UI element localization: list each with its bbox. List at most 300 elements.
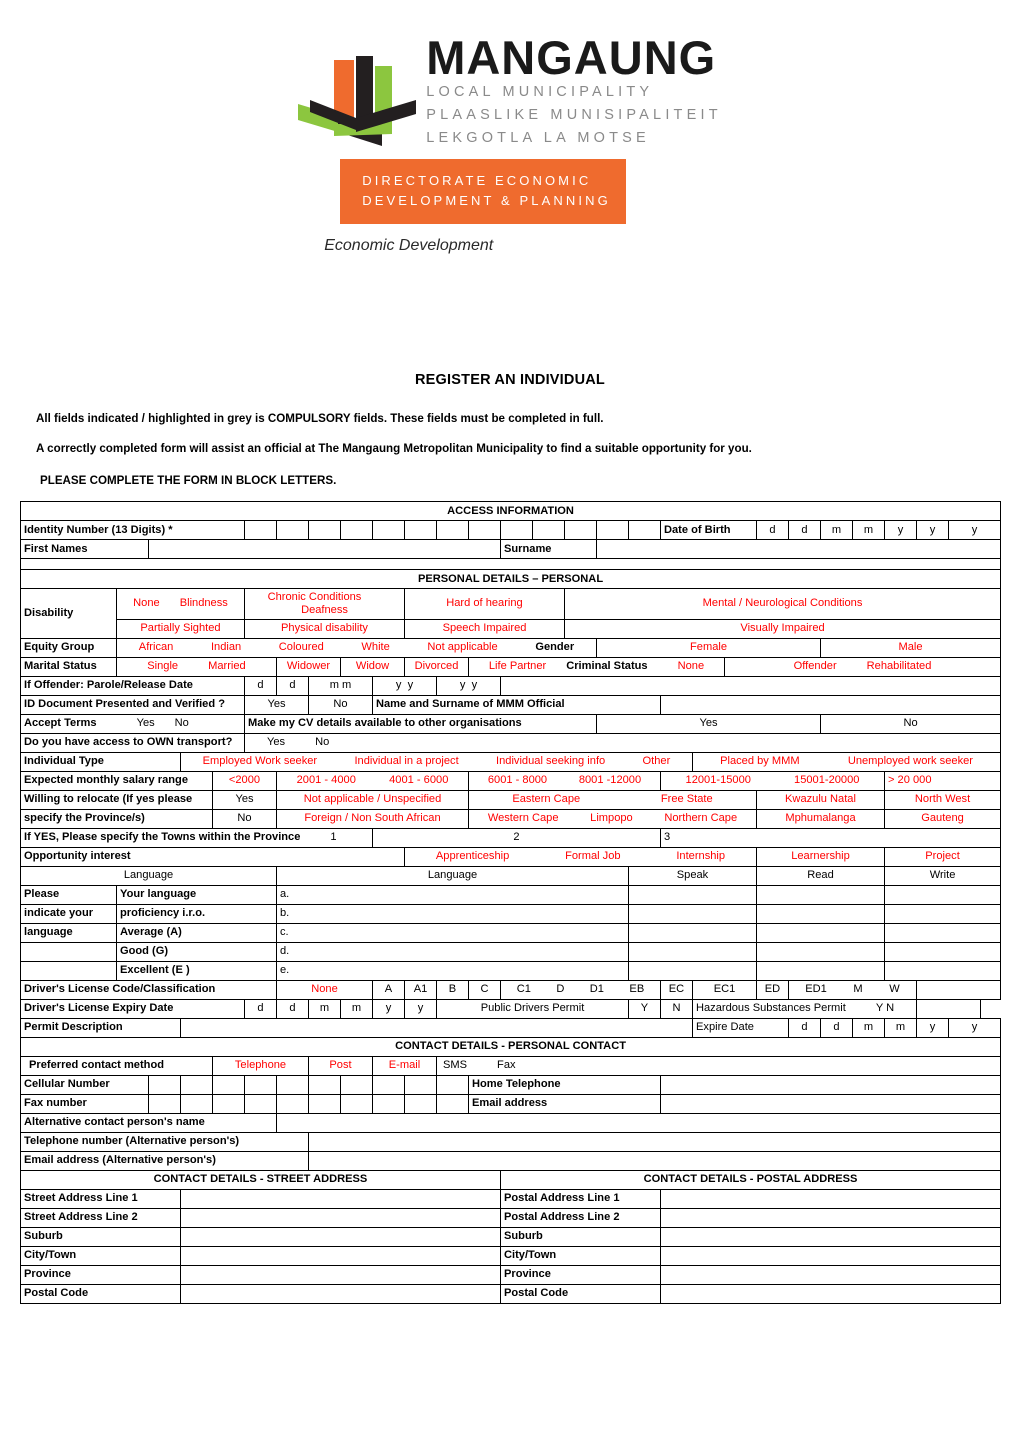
speak-b[interactable] [629,904,757,923]
exp-y2[interactable]: y [949,1018,1001,1037]
lic-exp-d2[interactable]: d [277,999,309,1018]
write-e[interactable] [885,961,1001,980]
section-title-personal: PERSONAL DETAILS – PERSONAL [21,570,1001,589]
cell-box-3[interactable] [213,1075,245,1094]
disability-chronic-deafness[interactable] [245,589,405,620]
first-names-input[interactable] [149,540,501,559]
row-address-6 [21,1284,1001,1303]
fax-box-1[interactable] [149,1094,181,1113]
opt-salary-6001-8000[interactable]: 6001 - 8000 [487,774,548,787]
opt-learnership[interactable]: Learnership [757,847,885,866]
opt-salary-8001-12000[interactable]: 8001 -12000 [578,774,642,787]
row-names [21,540,1001,559]
prov-western-cape[interactable]: Western Cape [487,812,559,825]
exp-m2[interactable]: m [885,1018,917,1037]
opt-individual-seeking-info[interactable]: Individual seeking info [496,755,606,768]
dob-box-m1[interactable]: m [821,521,853,540]
prov-foreign[interactable]: Foreign / Non South African [277,809,469,828]
preferred-fax[interactable]: Fax [497,1059,516,1072]
write-b[interactable] [885,904,1001,923]
disability-visually-impaired[interactable]: Visually Impaired [565,619,1001,638]
opt-individual-in-project[interactable]: Individual in a project [354,755,459,768]
postal-line1-input[interactable] [661,1189,1001,1208]
parole-box-d2[interactable]: d [277,676,309,695]
row-spacer-1 [21,559,1001,570]
lic-exp-y2[interactable]: y [405,999,437,1018]
accept-terms-cell [21,714,245,733]
dob-box-d1[interactable]: d [757,521,789,540]
id-verified-no[interactable]: No [309,695,373,714]
opt-other[interactable]: Other [642,755,671,768]
alt-contact-name-input[interactable] [277,1113,1001,1132]
street-postalcode-input[interactable] [181,1284,501,1303]
hazardous-permit-cell [693,999,917,1018]
gender-label: Gender [535,641,575,654]
section-title-access: ACCESS INFORMATION [21,502,1001,521]
surname-input[interactable] [597,540,1001,559]
parole-m1[interactable]: m [329,679,339,692]
email-address-label: Email address [469,1094,661,1113]
fax-box-3[interactable] [213,1094,245,1113]
cellular-number-label: Cellular Number [21,1075,149,1094]
row-opportunity-interest [21,847,1001,866]
dob-box-y2[interactable]: y [917,521,949,540]
alt-email-label: Email address (Alternative person's) [21,1151,309,1170]
read-a[interactable] [757,885,885,904]
lang-instruction-7: Good (G) [117,942,277,961]
license-code-a[interactable]: A [373,980,405,999]
salary-group-2[interactable] [277,771,469,790]
opt-salary-12001-15000[interactable]: 12001-15000 [685,774,751,787]
preferred-post[interactable]: Post [309,1056,373,1075]
cell-box-4[interactable] [245,1075,277,1094]
marital-status-label: Marital Status [21,657,117,676]
town-input-2-cell[interactable] [373,828,661,847]
salary-under-2000[interactable]: <2000 [213,771,277,790]
opt-placed-by-mmm[interactable]: Placed by MMM [720,755,800,768]
speak-a[interactable] [629,885,757,904]
postal-suburb-input[interactable] [661,1227,1001,1246]
write-d[interactable] [885,942,1001,961]
cell-box-2[interactable] [181,1075,213,1094]
fax-box-2[interactable] [181,1094,213,1113]
row-own-transport [21,733,1001,752]
disability-none-blindness[interactable] [117,589,245,620]
towns-label-text: If YES, Please specify the Towns within the Province [24,831,301,844]
town-input-3-cell[interactable] [661,828,1001,847]
individual-type-group-b[interactable] [693,752,1001,771]
marital-widower[interactable]: Widower [277,657,341,676]
parole-y3[interactable]: y [459,679,466,692]
permit-description-input[interactable] [181,1018,693,1037]
date-of-birth-label: Date of Birth [661,521,757,540]
intro-line-3: PLEASE COMPLETE THE FORM IN BLOCK LETTERS. [40,474,337,487]
speak-d[interactable] [629,942,757,961]
opt-indian[interactable]: Indian [210,641,242,654]
own-transport-options[interactable] [245,733,1001,752]
parole-y4[interactable]: y [471,679,478,692]
mmm-official-input[interactable] [661,695,1001,714]
language-row-d[interactable]: d. [277,942,629,961]
parole-blank-cell[interactable] [501,676,1001,695]
email-address-input[interactable] [661,1094,1001,1113]
exp-y1[interactable]: y [917,1018,949,1037]
opt-chronic-conditions[interactable]: Chronic Conditions [267,591,362,603]
id-box-3[interactable] [309,521,341,540]
opt-married[interactable]: Married [208,660,246,673]
row-alt-name [21,1113,1001,1132]
page-title: REGISTER AN INDIVIDUAL [415,372,605,388]
language-header-left: Language [21,866,277,885]
hazardous-blank[interactable] [917,999,981,1018]
language-row-c[interactable]: c. [277,923,629,942]
opt-salary-2001-4000[interactable]: 2001 - 4000 [296,774,356,787]
mangaung-logo [0,30,1020,255]
row-relocate-1 [21,790,1001,809]
prov-group-wc-lp-nc[interactable] [469,809,757,828]
opt-white[interactable]: White [361,641,390,654]
license-code-w[interactable]: W [889,983,900,996]
lic-exp-m2[interactable]: m [341,999,373,1018]
salary-range-label: Expected monthly salary range [21,771,213,790]
opt-blindness[interactable]: Blindness [179,597,228,610]
postal-city-input[interactable] [661,1246,1001,1265]
cell-box-9[interactable] [405,1075,437,1094]
postal-suburb-label: Suburb [501,1227,661,1246]
row-cellular [21,1075,1001,1094]
id-box-5[interactable] [373,521,405,540]
license-code-group-1[interactable] [501,980,661,999]
language-row-b[interactable]: b. [277,904,629,923]
cv-no[interactable]: No [821,714,1001,733]
relocate-yes[interactable]: Yes [213,790,277,809]
row-language-e [21,961,1001,980]
id-box-11[interactable] [565,521,597,540]
first-names-label: First Names [21,540,149,559]
license-code-eb[interactable]: EB [629,983,645,996]
public-permit-n[interactable]: N [661,999,693,1018]
fax-box-8[interactable] [373,1094,405,1113]
opt-salary-15001-20000[interactable]: 15001-20000 [794,774,860,787]
license-code-ec[interactable]: EC [661,980,693,999]
disability-partially-sighted[interactable]: Partially Sighted [117,619,245,638]
individual-type-group-a[interactable] [181,752,693,771]
license-expiry-label: Driver's License Expiry Date [21,999,245,1018]
exp-d1[interactable]: d [789,1018,821,1037]
salary-group-4[interactable] [661,771,885,790]
marital-divorced[interactable]: Divorced [405,657,469,676]
logo-tagline: Economic Development [324,237,494,255]
prov-gauteng[interactable]: Gauteng [885,809,1001,828]
alt-email-input[interactable] [309,1151,1001,1170]
section-header-access [21,502,1001,521]
logo-subtitle-2: PLAASLIKE MUNISIPALITEIT [426,107,722,123]
prov-eastern-cape[interactable]: Eastern Cape [512,793,581,806]
transport-no[interactable]: No [315,736,330,749]
opt-single[interactable]: Single [147,660,179,673]
public-permit-y[interactable]: Y [629,999,661,1018]
equity-options-cell[interactable] [117,638,597,657]
cell-box-7[interactable] [341,1075,373,1094]
opt-deafness[interactable]: Deafness [301,603,348,616]
parole-box-d1[interactable]: d [245,676,277,695]
dob-box-y1[interactable]: y [885,521,917,540]
prov-free-state[interactable]: Free State [660,793,713,806]
mmm-official-label: Name and Surname of MMM Official [373,695,661,714]
street-postalcode-label: Postal Code [21,1284,181,1303]
lang-instruction-2: Your language [117,885,277,904]
write-c[interactable] [885,923,1001,942]
row-address-4 [21,1246,1001,1265]
disability-physical[interactable]: Physical disability [245,619,405,638]
expire-date-label: Expire Date [693,1018,789,1037]
opt-offender[interactable]: Offender [793,660,837,673]
postal-province-input[interactable] [661,1265,1001,1284]
prov-kwazulu-natal[interactable]: Kwazulu Natal [757,790,885,809]
preferred-email[interactable]: E-mail [373,1056,437,1075]
accept-terms-label: Accept Terms [24,717,97,730]
hazardous-permit-label: Hazardous Substances Permit [696,1002,846,1015]
cell-box-5[interactable] [277,1075,309,1094]
dob-box-y3[interactable]: y [949,521,1001,540]
marital-widow[interactable]: Widow [341,657,405,676]
license-code-label: Driver's License Code/Classification [21,980,277,999]
row-language-c [21,923,1001,942]
license-code-d1[interactable]: D1 [589,983,604,996]
license-code-ed[interactable]: ED [757,980,789,999]
read-c[interactable] [757,923,885,942]
row-fax [21,1094,1001,1113]
row-disability-1 [21,589,1001,620]
street-line2-label: Street Address Line 2 [21,1208,181,1227]
preferred-sms[interactable]: SMS [443,1059,468,1072]
license-code-c[interactable]: C [469,980,501,999]
license-code-ec1[interactable]: EC1 [693,980,757,999]
street-suburb-input[interactable] [181,1227,501,1246]
prov-northern-cape[interactable]: Northern Cape [664,812,738,825]
license-code-b[interactable]: B [437,980,469,999]
prov-mphumalanga[interactable]: Mphumalanga [757,809,885,828]
row-address-1 [21,1189,1001,1208]
fax-box-4[interactable] [245,1094,277,1113]
row-alt-email [21,1151,1001,1170]
opt-project[interactable]: Project [885,847,1001,866]
lang-instruction-4: proficiency i.r.o. [117,904,277,923]
criminal-offender-rehab[interactable] [725,657,1001,676]
opt-apprenticeship[interactable]: Apprenticeship [435,850,510,863]
language-row-a[interactable]: a. [277,885,629,904]
parole-y1[interactable]: y [395,679,402,692]
row-language-header [21,866,1001,885]
salary-over-20000[interactable]: > 20 000 [885,771,1001,790]
street-line1-input[interactable] [181,1189,501,1208]
exp-m1[interactable]: m [853,1018,885,1037]
salary-group-3[interactable] [469,771,661,790]
opportunity-group-a[interactable] [405,847,757,866]
lang-instruction-3: indicate your [21,904,117,923]
id-box-10[interactable] [533,521,565,540]
cv-yes[interactable]: Yes [597,714,821,733]
opt-unemployed-work-seeker[interactable]: Unemployed work seeker [847,755,973,768]
row-alt-tel [21,1132,1001,1151]
dob-box-d2[interactable]: d [789,521,821,540]
id-verified-yes[interactable]: Yes [245,695,309,714]
preferred-sms-fax[interactable] [437,1056,1001,1075]
license-code-ed1[interactable]: ED1 [805,983,827,996]
id-box-6[interactable] [405,521,437,540]
license-code-m[interactable]: M [853,983,863,996]
cell-box-6[interactable] [309,1075,341,1094]
row-language-b [21,904,1001,923]
parole-m2[interactable]: m [342,679,352,692]
lic-exp-y1[interactable]: y [373,999,405,1018]
row-permit-description [21,1018,1001,1037]
accept-terms-yes[interactable]: Yes [136,717,155,730]
cell-box-10[interactable] [437,1075,469,1094]
fax-box-10[interactable] [437,1094,469,1113]
accept-terms-no[interactable]: No [174,717,189,730]
row-preferred-contact [21,1056,1001,1075]
town-number-2: 2 [513,831,520,844]
license-none[interactable]: None [277,980,373,999]
directorate-line-1: DIRECTORATE ECONOMIC [362,173,592,188]
opt-african[interactable]: African [138,641,174,654]
opt-salary-4001-6000[interactable]: 4001 - 6000 [389,774,449,787]
opt-rehabilitated[interactable]: Rehabilitated [866,660,932,673]
opt-not-applicable[interactable]: Not applicable [427,641,498,654]
id-box-7[interactable] [437,521,469,540]
street-line2-input[interactable] [181,1208,501,1227]
postal-postalcode-input[interactable] [661,1284,1001,1303]
row-address-3 [21,1227,1001,1246]
fax-box-5[interactable] [277,1094,309,1113]
speak-c[interactable] [629,923,757,942]
section-title-contact: CONTACT DETAILS - PERSONAL CONTACT [21,1037,1001,1056]
individual-type-label: Individual Type [21,752,181,771]
id-box-9[interactable] [501,521,533,540]
language-header-write: Write [885,866,1001,885]
directorate-line-2: DEVELOPMENT & PLANNING [362,193,611,209]
language-row-e[interactable]: e. [277,961,629,980]
street-province-label: Province [21,1265,181,1284]
id-box-12[interactable] [597,521,629,540]
opt-internship[interactable]: Internship [676,850,726,863]
fax-box-7[interactable] [341,1094,373,1113]
postal-city-label: City/Town [501,1246,661,1265]
cell-box-8[interactable] [373,1075,405,1094]
read-e[interactable] [757,961,885,980]
license-code-a1[interactable]: A1 [405,980,437,999]
row-parole-date [21,676,1001,695]
opt-employed-work-seeker[interactable]: Employed Work seeker [202,755,318,768]
postal-line2-input[interactable] [661,1208,1001,1227]
opt-coloured[interactable]: Coloured [278,641,324,654]
lang-instruction-1: Please [21,885,117,904]
prov-not-applicable[interactable]: Not applicable / Unspecified [277,790,469,809]
postal-province-label: Province [501,1265,661,1284]
alt-contact-name-label: Alternative contact person's name [21,1113,277,1132]
parole-box-yy1[interactable] [373,676,437,695]
opt-criminal-none[interactable]: None [677,660,705,673]
relocate-no[interactable]: No [213,809,277,828]
fax-box-6[interactable] [309,1094,341,1113]
id-box-2[interactable] [277,521,309,540]
prov-group-ec-fs[interactable] [469,790,757,809]
street-city-label: City/Town [21,1246,181,1265]
license-code-c1[interactable]: C1 [516,983,531,996]
gender-male[interactable]: Male [821,638,1001,657]
license-code-group-2[interactable] [789,980,917,999]
transport-yes[interactable]: Yes [267,736,286,749]
row-license-code [21,980,1001,999]
relocate-label-line1: Willing to relocate (If yes please [21,790,213,809]
id-box-1[interactable] [245,521,277,540]
marital-single-married[interactable] [117,657,277,676]
fax-box-9[interactable] [405,1094,437,1113]
license-code-d[interactable]: D [556,983,565,996]
hazardous-permit-yn[interactable]: Y N [875,1002,895,1015]
prov-limpopo[interactable]: Limpopo [590,812,633,825]
alt-telephone-input[interactable] [309,1132,1001,1151]
cell-box-1[interactable] [149,1075,181,1094]
read-b[interactable] [757,904,885,923]
row-language-a [21,885,1001,904]
disability-speech-impaired[interactable]: Speech Impaired [405,619,565,638]
id-box-13[interactable] [629,521,661,540]
opt-none[interactable]: None [133,597,160,610]
street-city-input[interactable] [181,1246,501,1265]
read-d[interactable] [757,942,885,961]
lic-exp-d1[interactable]: d [245,999,277,1018]
town-number-1: 1 [330,831,337,844]
parole-release-date-label: If Offender: Parole/Release Date [21,676,245,695]
relocate-label-line2: specify the Province/s) [21,809,213,828]
id-box-4[interactable] [341,521,373,540]
row-towns [21,828,1001,847]
street-line1-label: Street Address Line 1 [21,1189,181,1208]
license-code-blank[interactable] [917,980,1001,999]
prov-north-west[interactable]: North West [885,790,1001,809]
id-box-8[interactable] [469,521,501,540]
speak-e[interactable] [629,961,757,980]
parole-y2[interactable]: y [407,679,414,692]
gender-female[interactable]: Female [597,638,821,657]
row-accept-terms [21,714,1001,733]
opt-formal-job[interactable]: Formal Job [565,850,621,863]
postal-line2-label: Postal Address Line 2 [501,1208,661,1227]
row-address-headers [21,1170,1001,1189]
disability-mental-neurological[interactable]: Mental / Neurological Conditions [565,589,1001,620]
town-number-3: 3 [664,831,671,844]
row-address-2 [21,1208,1001,1227]
write-a[interactable] [885,885,1001,904]
section-title-postal: CONTACT DETAILS - POSTAL ADDRESS [501,1170,1001,1189]
lic-exp-m1[interactable]: m [309,999,341,1018]
row-salary-range [21,771,1001,790]
marital-lifepartner-criminal[interactable] [469,657,725,676]
parole-box-mm[interactable] [309,676,373,695]
exp-d2[interactable]: d [821,1018,853,1037]
parole-box-yy2[interactable] [437,676,501,695]
preferred-telephone[interactable]: Telephone [213,1056,309,1075]
dob-box-m2[interactable]: m [853,521,885,540]
row-identity-number [21,521,1001,540]
opt-life-partner[interactable]: Life Partner [488,660,547,673]
section-header-contact [21,1037,1001,1056]
disability-hard-of-hearing[interactable]: Hard of hearing [405,589,565,620]
street-province-input[interactable] [181,1265,501,1284]
home-telephone-input[interactable] [661,1075,1001,1094]
